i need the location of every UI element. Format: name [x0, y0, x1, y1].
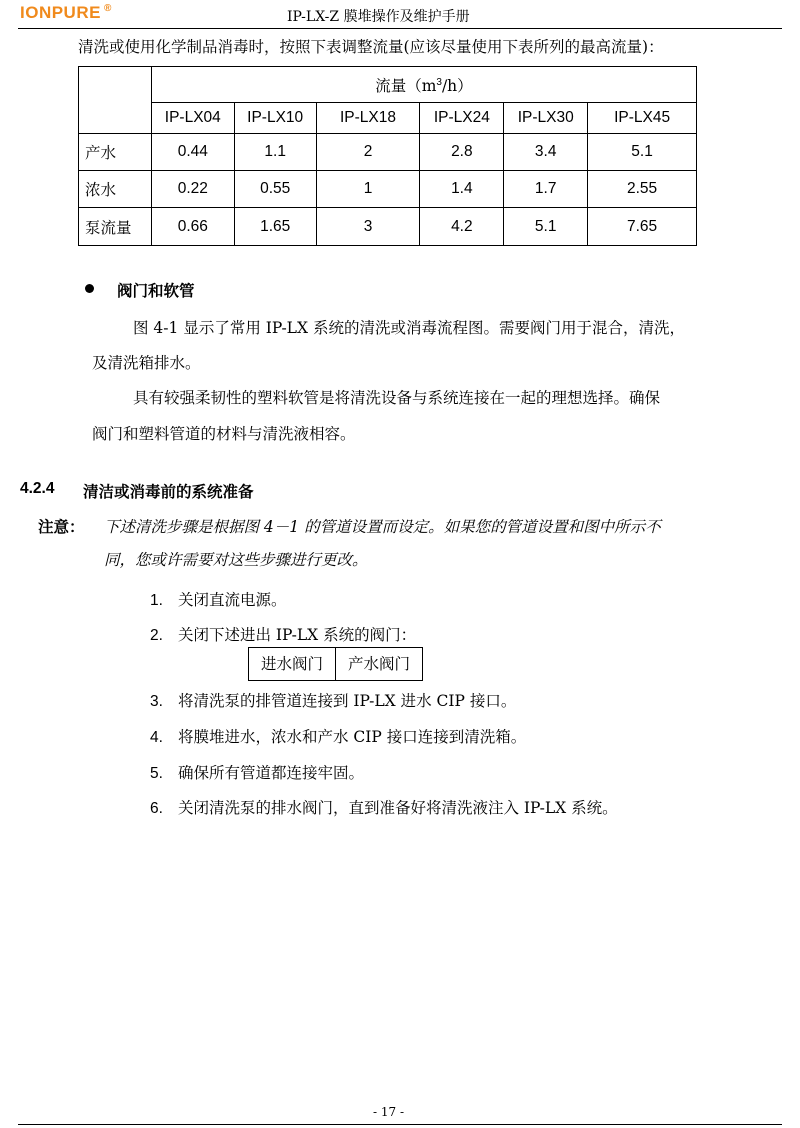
table-row [79, 171, 697, 208]
section-number: 4.2.4 [20, 480, 55, 497]
note-text-cont: 同，您或许需要对这些步骤进行更改。 [104, 551, 368, 569]
table-cell: 0.66 [151, 208, 234, 246]
intro-paragraph: 清洗或使用化学制品消毒时，按照下表调整流量(应该尽量使用下表所列的最高流量)： [78, 38, 664, 56]
flow-rate-table [78, 66, 697, 246]
valves-paragraph-2-cont: 阀门和塑料管道的材料与清洗液相容。 [92, 425, 356, 443]
table-cell: 5.1 [504, 208, 588, 246]
valves-paragraph-1-cont: 及清洗箱排水。 [92, 354, 201, 372]
list-item: 4. 将膜堆进水，浓水和产水 CIP 接口连接到清洗箱。 [150, 728, 527, 746]
row-label: 泵流量 [79, 208, 152, 246]
model-header: IP-LX10 [234, 103, 316, 134]
footer-divider [18, 1124, 782, 1125]
manual-title: IP-LX-Z 膜堆操作及维护手册 [287, 9, 470, 25]
flow-table-title: 流量$(m^3/h)$ [151, 67, 696, 103]
model-header: IP-LX18 [316, 103, 420, 134]
table-cell: 0.44 [151, 134, 234, 171]
list-item: 1. 关闭直流电源。 [150, 591, 287, 609]
list-item: 6. 关闭清洗泵的排水阀门，直到准备好将清洗液注入 IP-LX 系统。 [150, 799, 618, 817]
table-cell: 2 [316, 134, 420, 171]
header-divider [18, 28, 782, 29]
model-header: IP-LX45 [588, 103, 697, 134]
table-cell: 5.1 [588, 134, 697, 171]
valves-paragraph-2: 具有较强柔韧性的塑料软管是将清洗设备与系统连接在一起的理想选择。确保 [133, 389, 661, 407]
table-cell: 1.65 [234, 208, 316, 246]
list-item: 3. 将清洗泵的排管道连接到 IP-LX 进水 CIP 接口。 [150, 692, 517, 710]
note-label: 注意： [38, 517, 85, 536]
table-cell: 3.4 [504, 134, 588, 171]
table-row [79, 134, 697, 171]
valve-cell: 进水阀门 [261, 655, 324, 673]
valve-list-box [248, 647, 423, 681]
row-label: 浓水 [79, 171, 152, 208]
valves-paragraph-1: 图 4-1 显示了常用 IP-LX 系统的清洗或消毒流程图。需要阀门用于混合，清洗， [133, 319, 685, 337]
table-cell: 3 [316, 208, 420, 246]
table-cell: 1.4 [420, 171, 504, 208]
table-row [79, 208, 697, 246]
table-cell: 0.55 [234, 171, 316, 208]
table-cell: 1 [316, 171, 420, 208]
table-cell: 4.2 [420, 208, 504, 246]
list-item: 2. 关闭下述进出 IP-LX 系统的阀门： [150, 626, 417, 644]
table-cell: 0.22 [151, 171, 234, 208]
bullet-icon [85, 284, 94, 293]
list-item: 5. 确保所有管道都连接牢固。 [150, 764, 365, 782]
model-header: IP-LX04 [151, 103, 234, 134]
model-header: IP-LX24 [420, 103, 504, 134]
model-header: IP-LX30 [504, 103, 588, 134]
table-cell: 1.1 [234, 134, 316, 171]
table-cell: 7.65 [588, 208, 697, 246]
table-cell: 2.8 [420, 134, 504, 171]
ionpure-logo: IONPURE ® [20, 3, 112, 22]
table-corner-cell [79, 67, 152, 134]
note-text: 下述清洗步骤是根据图 4－1 的管道设置而设定。如果您的管道设置和图中所示不 [104, 518, 661, 536]
page-number: - 17 - [373, 1105, 405, 1119]
valve-cell: 产水阀门 [335, 648, 422, 680]
valves-heading: 阀门和软管 [117, 281, 195, 300]
section-title: 清洁或消毒前的系统准备 [83, 482, 254, 501]
table-cell: 2.55 [588, 171, 697, 208]
row-label: 产水 [79, 134, 152, 171]
table-cell: 1.7 [504, 171, 588, 208]
